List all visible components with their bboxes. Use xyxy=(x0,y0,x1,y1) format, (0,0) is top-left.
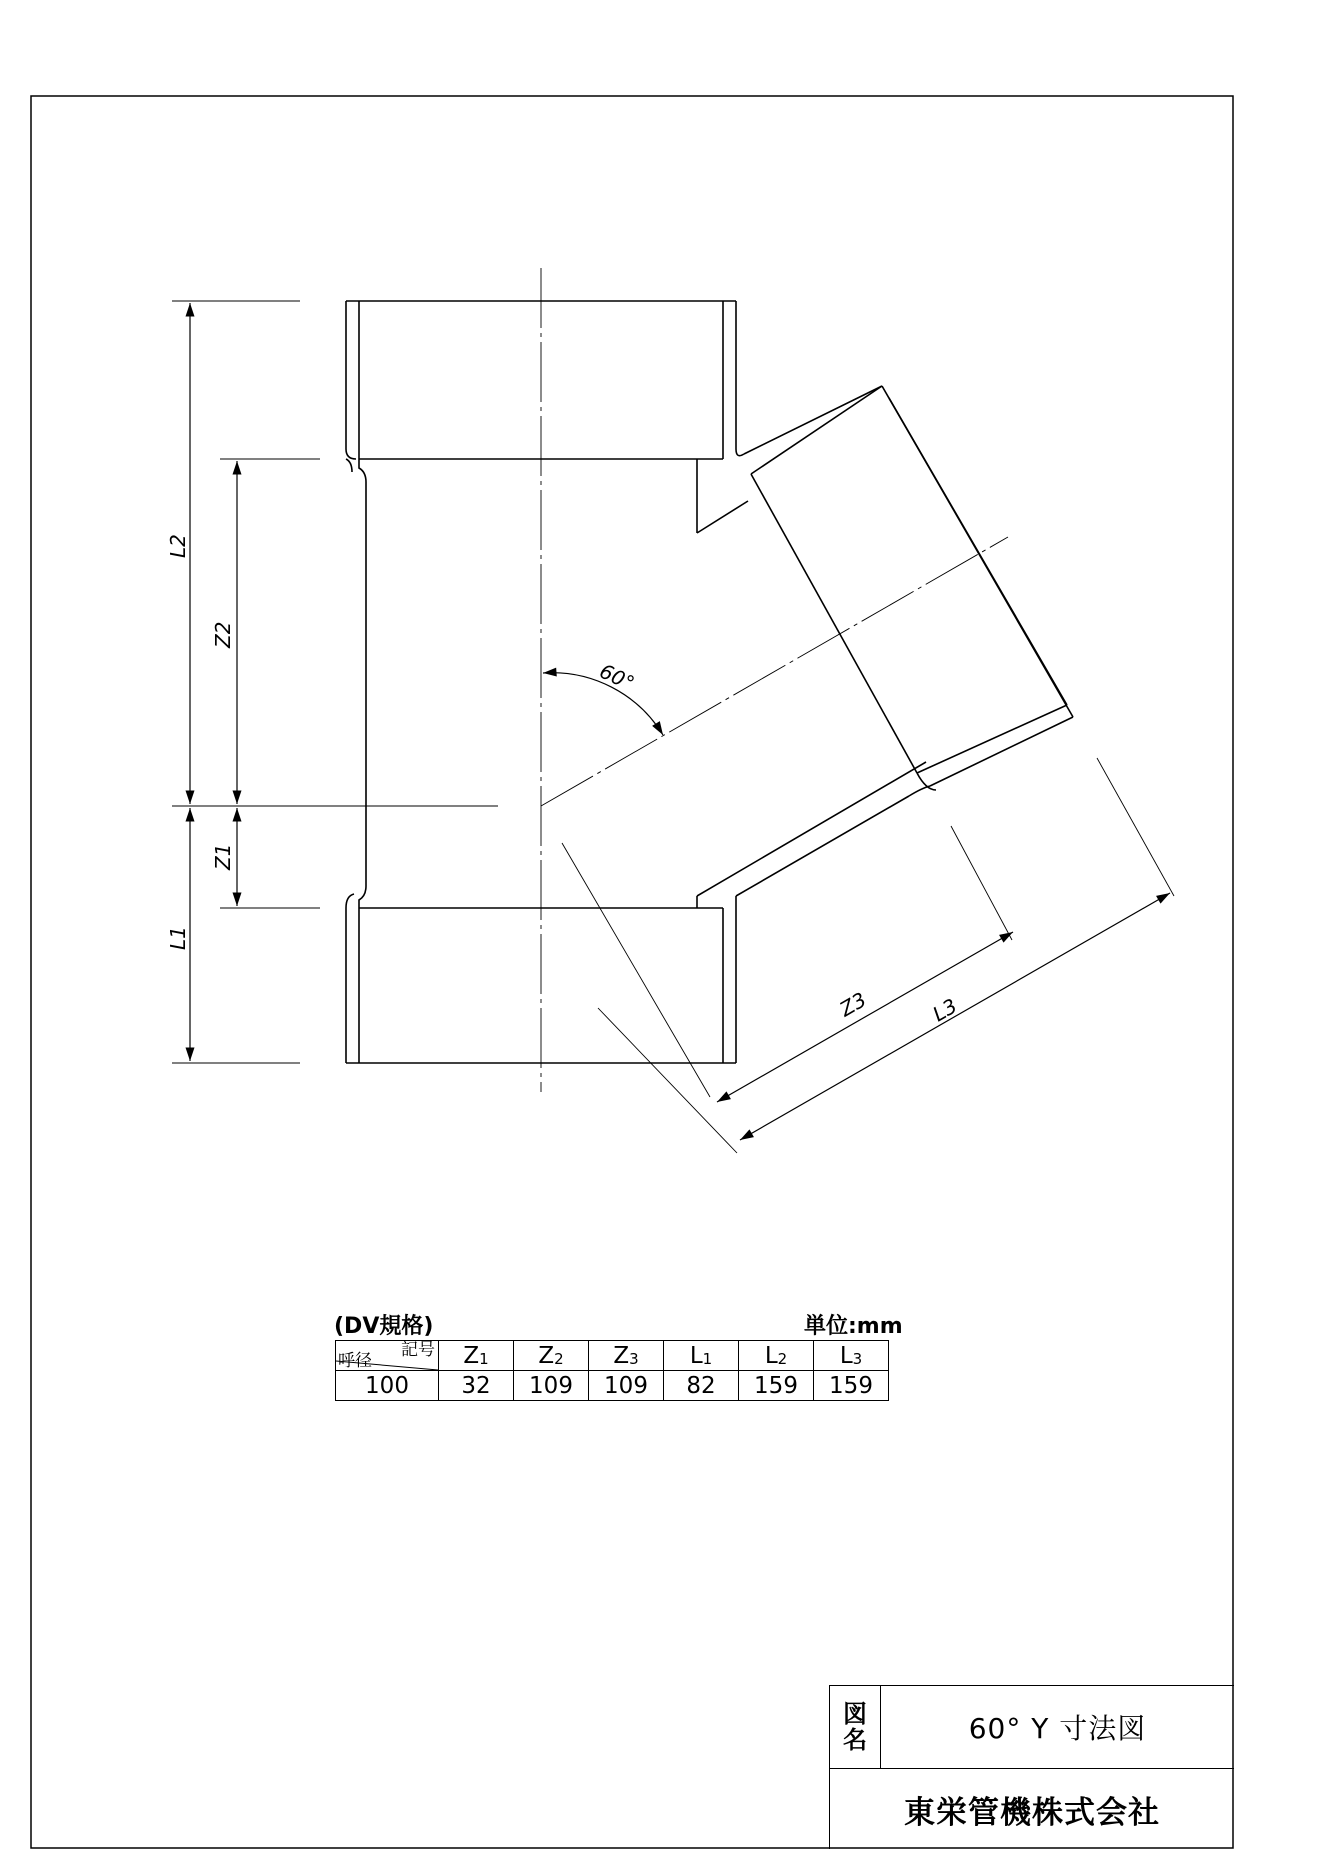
spec-caption: (DV規格) xyxy=(334,1314,434,1339)
header-z3: $Z_3$ xyxy=(589,1341,664,1371)
cell-l1: 82 xyxy=(664,1371,739,1401)
spec-header-row xyxy=(336,1341,889,1371)
cell-z2: 109 xyxy=(514,1371,589,1401)
extension-lines xyxy=(172,301,1174,1153)
spec-table xyxy=(335,1340,889,1401)
cell-z3: 109 xyxy=(589,1371,664,1401)
title-block-label xyxy=(830,1686,881,1769)
label-L3: L3 xyxy=(928,993,962,1027)
header-l2: $L_2$ xyxy=(739,1341,814,1371)
cell-l3: 159 xyxy=(814,1371,889,1401)
dimension-labels xyxy=(166,534,961,1026)
title-label-char-2: 名 xyxy=(843,1726,867,1754)
cell-z1: 32 xyxy=(439,1371,514,1401)
table-row xyxy=(336,1371,889,1401)
label-L2: L2 xyxy=(166,534,190,558)
label-Z1: Z1 xyxy=(211,843,235,870)
corner-size-label: 呼径 xyxy=(338,1351,372,1371)
company-name: 東栄管機株式会社 xyxy=(904,1795,1160,1831)
header-l1: $L_1$ xyxy=(664,1341,739,1371)
dim-Z3 xyxy=(717,932,1013,1102)
header-z1: $Z_1$ xyxy=(439,1341,514,1371)
drawing-title: 60° Y 寸法図 xyxy=(881,1686,1234,1769)
corner-symbol-label: 記号 xyxy=(401,1340,435,1360)
spec-corner-cell xyxy=(336,1341,439,1371)
title-block xyxy=(829,1685,1234,1849)
title-label-char-1: 図 xyxy=(843,1700,867,1728)
cell-size: 100 xyxy=(336,1371,439,1401)
label-Z3: Z3 xyxy=(835,987,871,1022)
fitting-outline xyxy=(346,301,1073,1063)
drawing-frame xyxy=(31,96,1233,1848)
dimension-lines xyxy=(190,303,1170,1140)
header-l3: $L_3$ xyxy=(814,1341,889,1371)
label-L1: L1 xyxy=(166,926,190,950)
spec-unit: 単位:mm xyxy=(804,1314,903,1339)
label-Z2: Z2 xyxy=(211,621,235,648)
cell-l2: 159 xyxy=(739,1371,814,1401)
header-z2: $Z_2$ xyxy=(514,1341,589,1371)
angle-label: 60° xyxy=(595,658,639,696)
